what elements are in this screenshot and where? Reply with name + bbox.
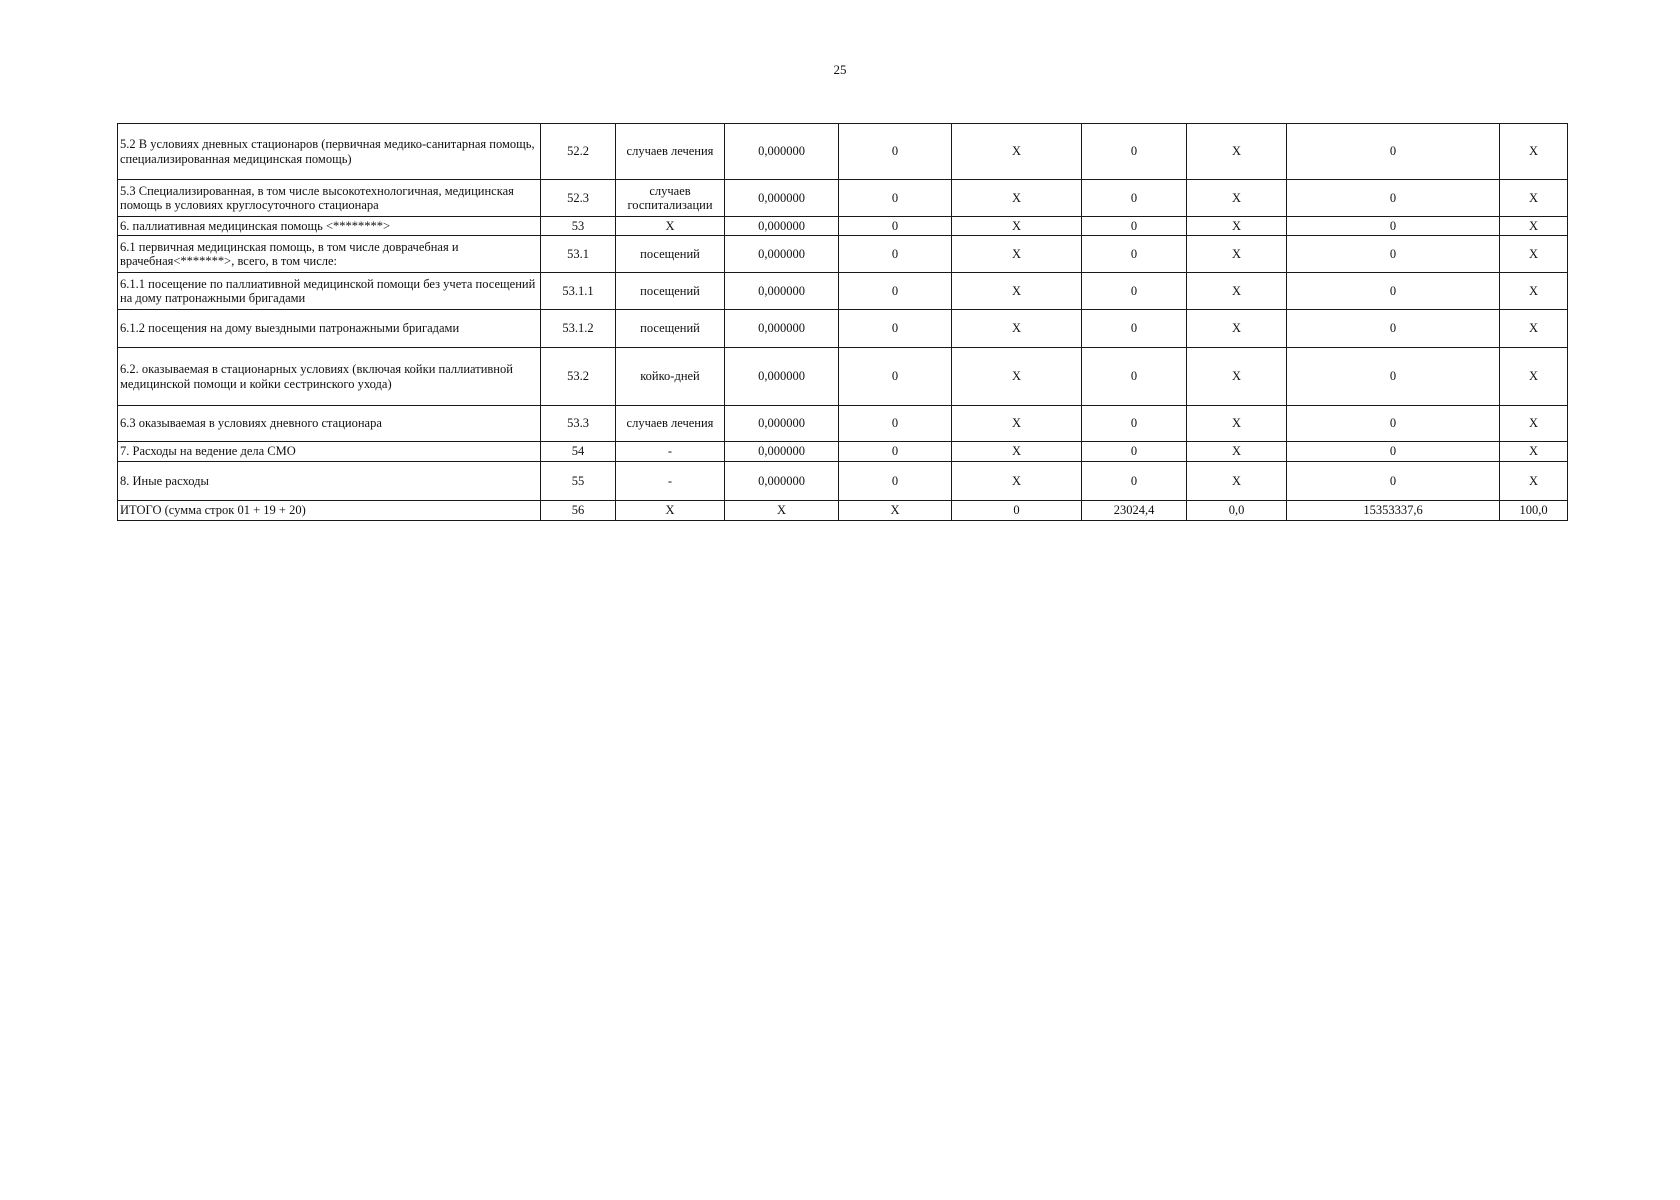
row-unit-cell: случаев лечения — [616, 406, 725, 442]
row-value-cell: 0,000000 — [725, 406, 839, 442]
row-unit-cell: посещений — [616, 310, 725, 348]
row-value-cell: X — [1187, 180, 1287, 217]
row-value-cell: 0 — [1287, 124, 1500, 180]
row-unit-cell: койко-дней — [616, 348, 725, 406]
row-value-cell: 0 — [839, 217, 952, 236]
row-value-cell: X — [1500, 462, 1568, 501]
table-row — [118, 124, 1568, 180]
row-value-cell: 0 — [1287, 442, 1500, 462]
row-value-cell: 0,000000 — [725, 236, 839, 273]
row-unit-cell: посещений — [616, 236, 725, 273]
row-value-cell: 0,000000 — [725, 124, 839, 180]
row-value-cell: X — [1500, 180, 1568, 217]
row-value-cell: 0 — [839, 442, 952, 462]
row-value-cell: 0,0 — [1187, 501, 1287, 521]
row-value-cell: 0 — [1082, 310, 1187, 348]
row-unit-cell: - — [616, 442, 725, 462]
row-name-cell: 7. Расходы на ведение дела СМО — [118, 442, 541, 462]
row-name-cell: 6.1.2 посещения на дому выездными патронажными бригадами — [118, 310, 541, 348]
row-name-cell: 6.1 первичная медицинская помощь, в том числе доврачебная и врачебная<*******>, всего, в том числе: — [118, 236, 541, 273]
row-value-cell: X — [952, 348, 1082, 406]
row-code-cell: 53.2 — [541, 348, 616, 406]
row-value-cell: 0 — [1287, 273, 1500, 310]
row-name-cell: 5.2 В условиях дневных стационаров (первичная медико-санитарная помощь, специализированная медицинская помощь) — [118, 124, 541, 180]
row-value-cell: 0 — [1287, 236, 1500, 273]
row-value-cell: 0 — [1082, 180, 1187, 217]
row-value-cell: X — [1187, 406, 1287, 442]
row-value-cell: X — [1500, 406, 1568, 442]
row-value-cell: 0 — [1287, 406, 1500, 442]
row-value-cell: 0 — [839, 124, 952, 180]
row-value-cell: 0 — [1082, 462, 1187, 501]
row-code-cell: 53 — [541, 217, 616, 236]
row-code-cell: 53.1.1 — [541, 273, 616, 310]
row-name-cell: ИТОГО (сумма строк 01 + 19 + 20) — [118, 501, 541, 521]
row-value-cell: X — [1500, 442, 1568, 462]
table-row — [118, 180, 1568, 217]
table-body — [118, 124, 1568, 521]
row-value-cell: X — [952, 310, 1082, 348]
row-code-cell: 55 — [541, 462, 616, 501]
table-row — [118, 348, 1568, 406]
row-code-cell: 52.2 — [541, 124, 616, 180]
table-row — [118, 236, 1568, 273]
row-value-cell: X — [1187, 348, 1287, 406]
table-row — [118, 442, 1568, 462]
row-value-cell: 0 — [1287, 462, 1500, 501]
row-value-cell: 0 — [952, 501, 1082, 521]
row-value-cell: 0 — [1082, 273, 1187, 310]
row-value-cell: X — [1500, 310, 1568, 348]
row-unit-cell: - — [616, 462, 725, 501]
row-value-cell: X — [952, 124, 1082, 180]
row-value-cell: X — [1187, 462, 1287, 501]
row-value-cell: 0 — [1082, 406, 1187, 442]
row-code-cell: 53.3 — [541, 406, 616, 442]
row-value-cell: 15353337,6 — [1287, 501, 1500, 521]
row-value-cell: 0 — [839, 310, 952, 348]
row-code-cell: 53.1.2 — [541, 310, 616, 348]
row-name-cell: 8. Иные расходы — [118, 462, 541, 501]
row-value-cell: 0 — [1287, 310, 1500, 348]
row-value-cell: X — [1187, 310, 1287, 348]
row-value-cell: 0 — [839, 348, 952, 406]
row-unit-cell: X — [616, 217, 725, 236]
row-value-cell: X — [1187, 442, 1287, 462]
row-value-cell: 0 — [839, 180, 952, 217]
table-row-total — [118, 501, 1568, 521]
table-row — [118, 462, 1568, 501]
row-value-cell: X — [952, 180, 1082, 217]
row-value-cell: 0 — [839, 273, 952, 310]
row-value-cell: 0 — [1082, 348, 1187, 406]
row-value-cell: 0 — [839, 406, 952, 442]
row-value-cell: X — [1500, 217, 1568, 236]
row-value-cell: X — [952, 442, 1082, 462]
row-value-cell: 0 — [1082, 124, 1187, 180]
row-unit-cell: посещений — [616, 273, 725, 310]
table-row — [118, 406, 1568, 442]
row-value-cell: X — [1500, 236, 1568, 273]
row-value-cell: X — [1187, 124, 1287, 180]
row-value-cell: 100,0 — [1500, 501, 1568, 521]
row-value-cell: 0,000000 — [725, 310, 839, 348]
row-value-cell: X — [725, 501, 839, 521]
row-value-cell: 0 — [1082, 442, 1187, 462]
row-value-cell: 0 — [839, 462, 952, 501]
row-code-cell: 54 — [541, 442, 616, 462]
table-row — [118, 273, 1568, 310]
row-value-cell: X — [1500, 124, 1568, 180]
row-value-cell: 0 — [1082, 236, 1187, 273]
row-value-cell: X — [1500, 348, 1568, 406]
row-value-cell: 0 — [1287, 348, 1500, 406]
row-name-cell: 6.3 оказываемая в условиях дневного стационара — [118, 406, 541, 442]
table-row — [118, 217, 1568, 236]
row-value-cell: 0,000000 — [725, 273, 839, 310]
row-name-cell: 6.2. оказываемая в стационарных условиях (включая койки паллиативной медицинской помощи и койки сестринского ухода) — [118, 348, 541, 406]
row-value-cell: 0 — [1287, 180, 1500, 217]
table-row — [118, 310, 1568, 348]
row-value-cell: X — [1500, 273, 1568, 310]
row-value-cell: 0,000000 — [725, 462, 839, 501]
row-name-cell: 6. паллиативная медицинская помощь <********> — [118, 217, 541, 236]
row-code-cell: 52.3 — [541, 180, 616, 217]
row-value-cell: 0,000000 — [725, 348, 839, 406]
row-value-cell: 0,000000 — [725, 442, 839, 462]
row-value-cell: X — [1187, 217, 1287, 236]
row-value-cell: 23024,4 — [1082, 501, 1187, 521]
row-value-cell: X — [952, 406, 1082, 442]
row-value-cell: X — [1187, 273, 1287, 310]
row-code-cell: 53.1 — [541, 236, 616, 273]
row-value-cell: X — [952, 236, 1082, 273]
row-value-cell: 0 — [839, 236, 952, 273]
row-value-cell: 0 — [1082, 217, 1187, 236]
row-code-cell: 56 — [541, 501, 616, 521]
row-name-cell: 6.1.1 посещение по паллиативной медицинской помощи без учета посещений на дому патронажными бригадами — [118, 273, 541, 310]
row-value-cell: 0 — [1287, 217, 1500, 236]
row-value-cell: X — [839, 501, 952, 521]
row-value-cell: 0,000000 — [725, 180, 839, 217]
row-value-cell: X — [952, 273, 1082, 310]
row-value-cell: X — [952, 217, 1082, 236]
row-name-cell: 5.3 Специализированная, в том числе высокотехнологичная, медицинская помощь в условиях круглосуточного стационара — [118, 180, 541, 217]
row-value-cell: X — [1187, 236, 1287, 273]
row-unit-cell: случаев госпитализации — [616, 180, 725, 217]
page-number: 25 — [833, 62, 847, 77]
row-value-cell: X — [952, 462, 1082, 501]
row-value-cell: 0,000000 — [725, 217, 839, 236]
row-unit-cell: X — [616, 501, 725, 521]
row-unit-cell: случаев лечения — [616, 124, 725, 180]
report-table — [117, 123, 1568, 521]
